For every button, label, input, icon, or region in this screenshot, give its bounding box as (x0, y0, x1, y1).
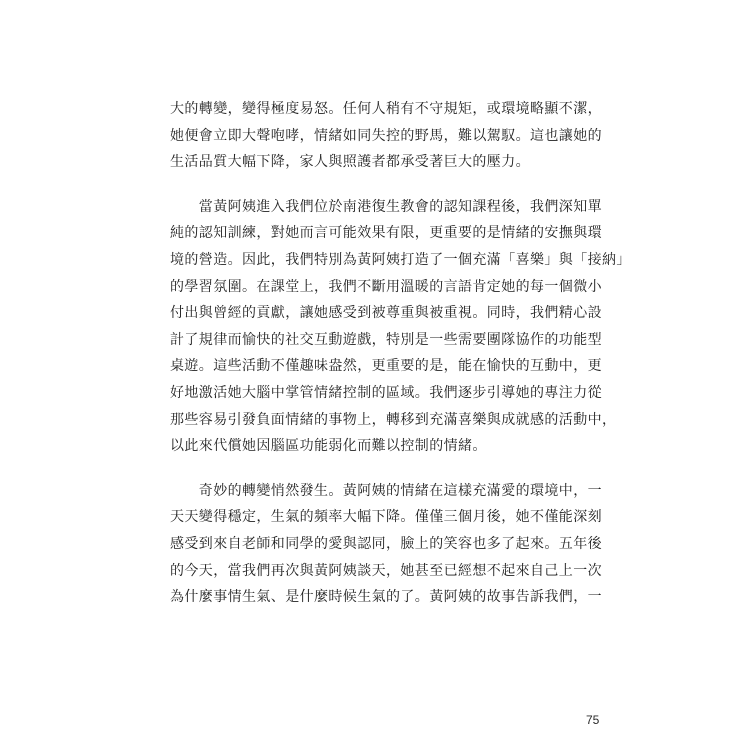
text-line: 桌遊。這些活動不僅趣味盎然，更重要的是，能在愉快的互動中，更 (170, 358, 602, 375)
page-number: 75 (586, 713, 600, 727)
text-line: 好地激活她大腦中掌管情緒控制的區域。我們逐步引導她的專注力從 (170, 384, 602, 401)
text-line: 當黃阿姨進入我們位於南港復生教會的認知課程後，我們深知單 (170, 198, 602, 215)
paragraph-gap (170, 176, 582, 194)
text-line: 的學習氛圍。在課堂上，我們不斷用溫暖的言語肯定她的每一個微小 (170, 278, 602, 295)
paragraph (170, 96, 602, 176)
text-line: 感受到來自老師和同學的愛與認同，臉上的笑容也多了起來。五年後 (170, 535, 602, 552)
paragraph-gap (170, 460, 582, 478)
text-line: 境的營造。因此，我們特別為黃阿姨打造了一個充滿「喜樂」與「接納」 (170, 251, 631, 268)
text-line: 天天變得穩定，生氣的頻率大幅下降。僅僅三個月後，她不僅能深刻 (170, 509, 602, 526)
text-line: 純的認知訓練，對她而言可能效果有限，更重要的是情緒的安撫與環 (170, 225, 602, 242)
text-line: 大的轉變，變得極度易怒。任何人稍有不守規矩，或環境略顯不潔， (170, 101, 602, 117)
text-line: 她便會立即大聲咆哮，情緒如同失控的野馬，難以駕馭。這也讓她的 (170, 127, 602, 144)
text-line: 計了規律而愉快的社交互動遊戲，特別是一些需要團隊協作的功能型 (170, 331, 602, 348)
text-line: 以此來代償她因腦區功能弱化而難以控制的情緒。 (170, 438, 487, 455)
body-text (170, 96, 631, 611)
text-line: 的今天，當我們再次與黃阿姨談天，她甚至已經想不起來自己上一次 (170, 562, 602, 579)
paragraph (170, 194, 631, 460)
text-line: 為什麼事情生氣、是什麼時候生氣的了。黃阿姨的故事告訴我們，一 (170, 589, 602, 606)
text-line: 奇妙的轉變悄然發生。黃阿姨的情緒在這樣充滿愛的環境中，一 (170, 482, 602, 499)
text-line: 那些容易引發負面情緒的事物上，轉移到充滿喜樂與成就感的活動中， (170, 411, 617, 428)
paragraph (170, 478, 602, 611)
text-line: 生活品質大幅下降，家人與照護者都承受著巨大的壓力。 (170, 154, 530, 171)
text-line: 付出與曾經的貢獻，讓她感受到被尊重與被重視。同時，我們精心設 (170, 305, 602, 322)
